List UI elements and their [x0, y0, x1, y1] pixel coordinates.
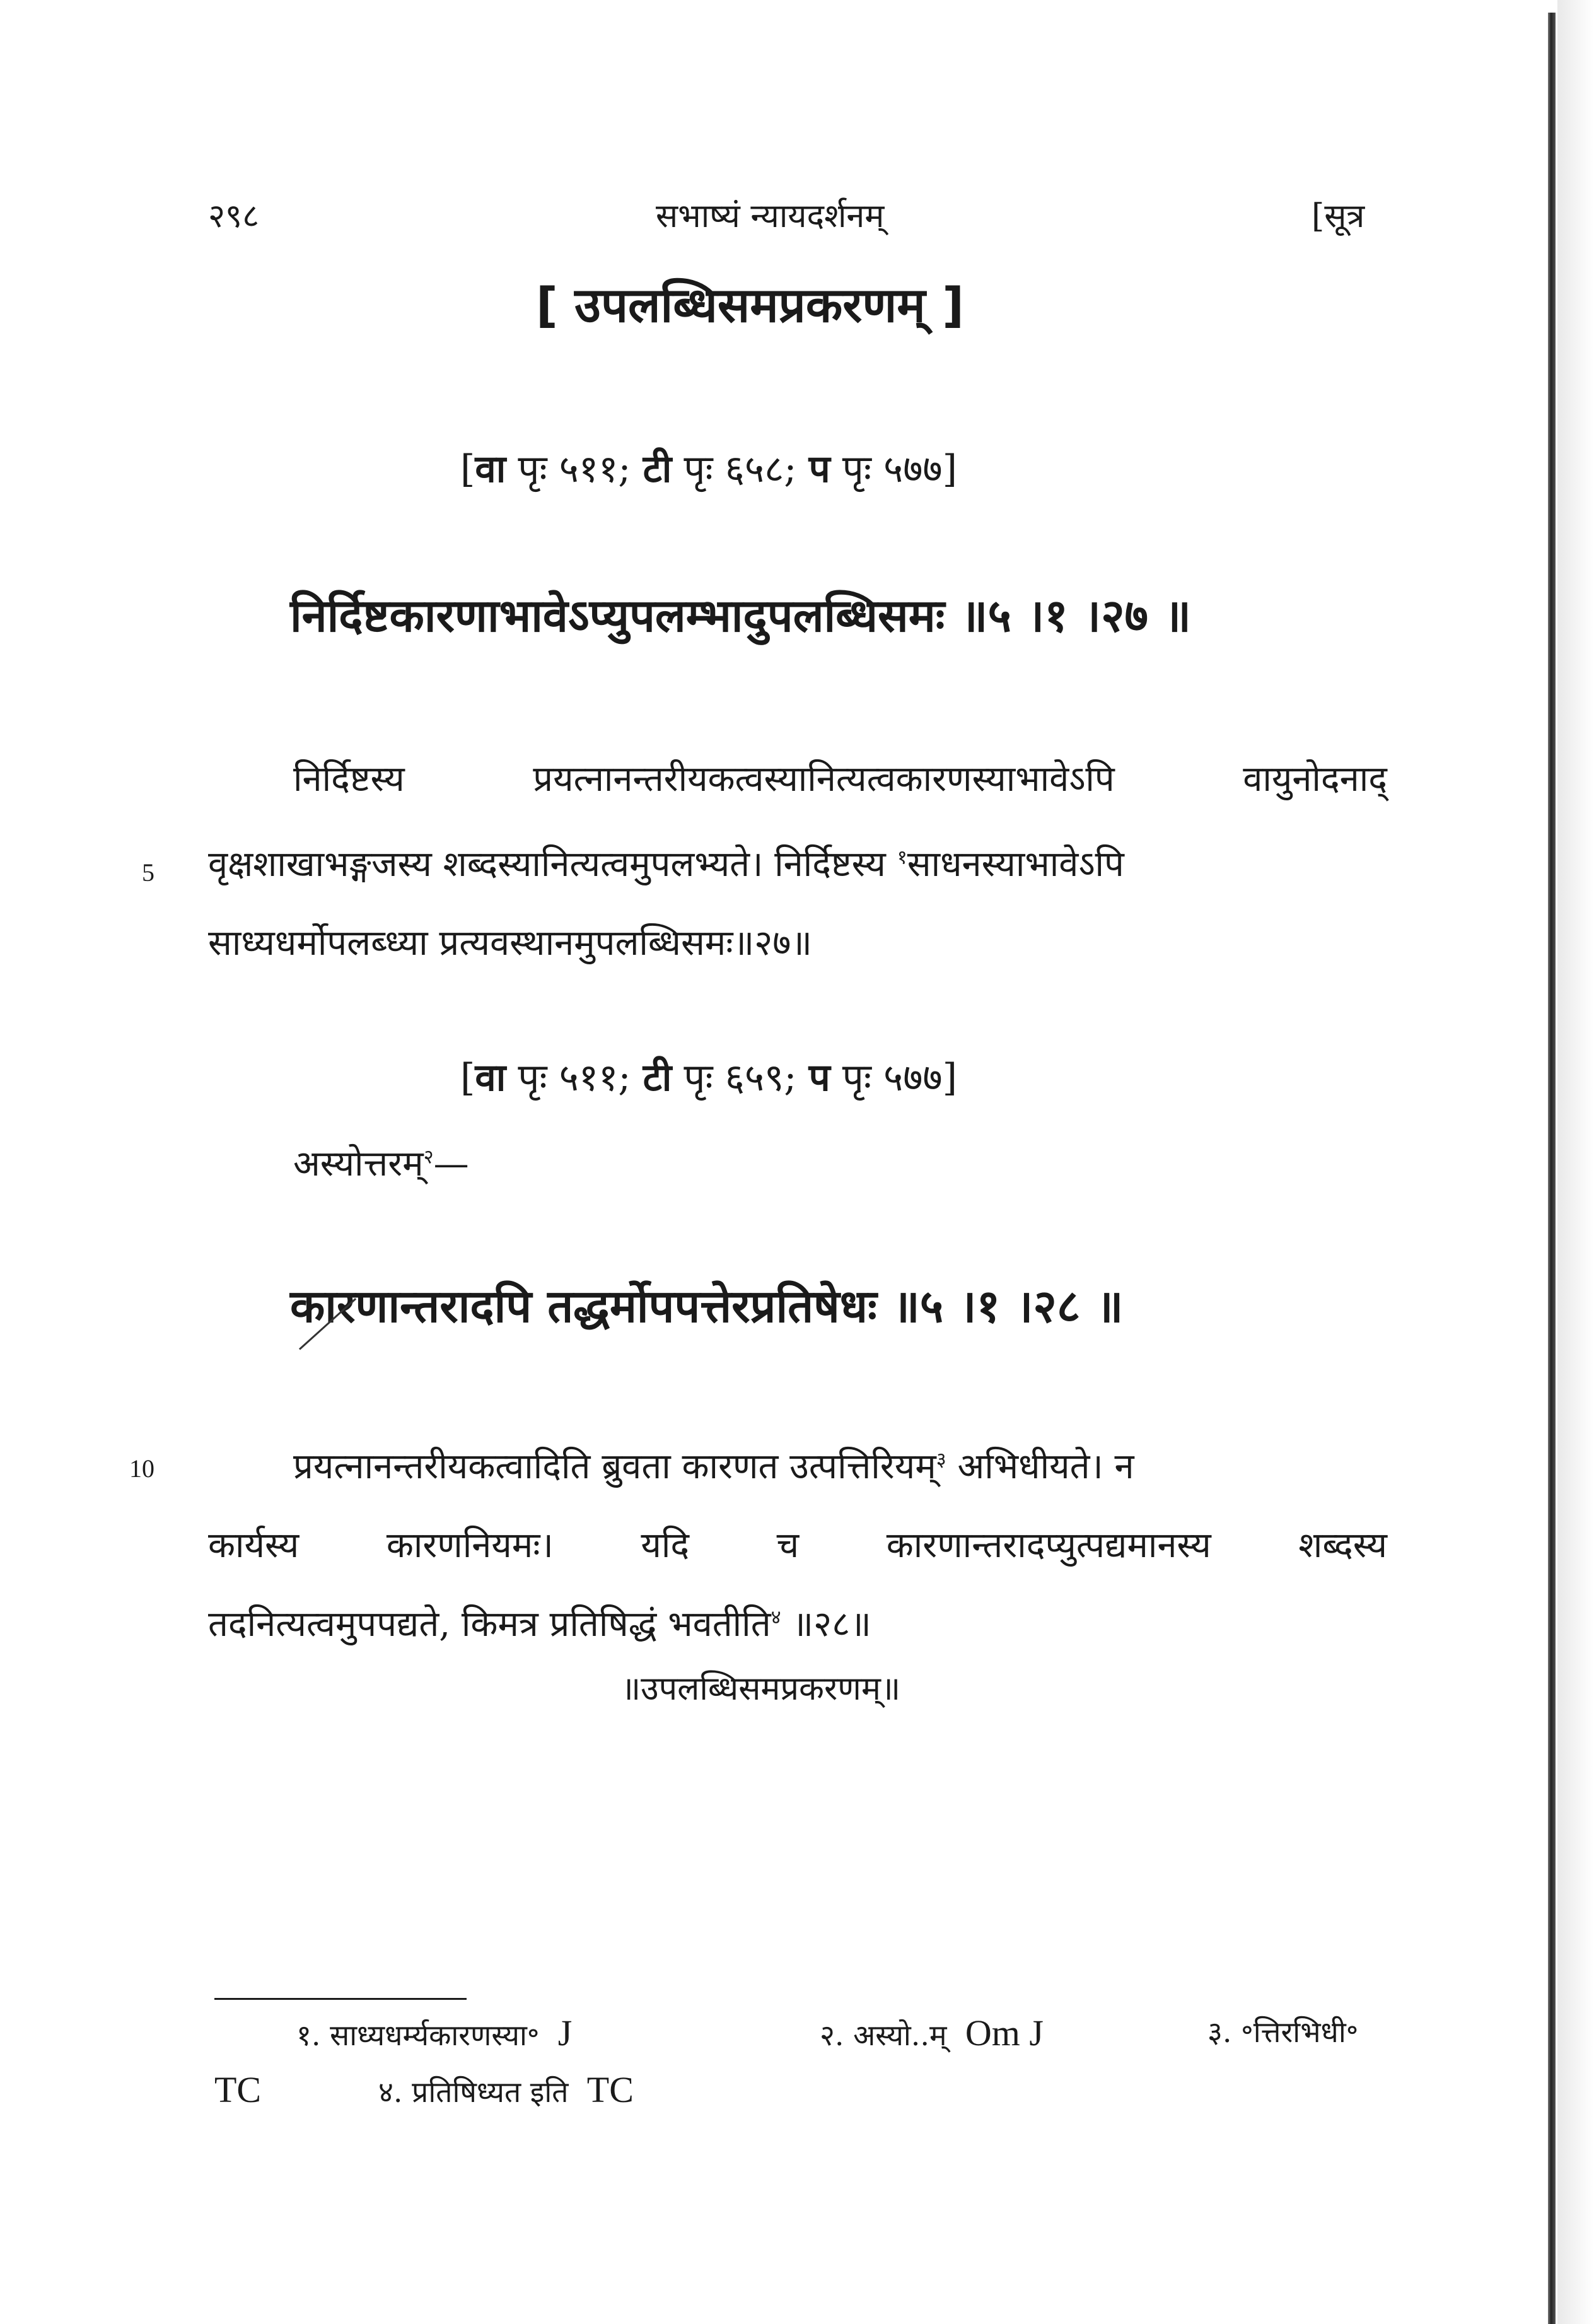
answer-intro-text: अस्योत्तरम्: [293, 1143, 424, 1184]
footnote-2-source: Om J: [965, 2012, 1044, 2053]
ref-ti-value: पृः ६५९;: [672, 1056, 809, 1100]
bhashya-28-line-1: [293, 1441, 1472, 1489]
sutra-28: कारणान्तरादपि तद्धर्मोपपत्तेरप्रतिषेधः ॥५ ।१ ।२८ ॥: [290, 1280, 1124, 1333]
footnote-2-text: २. अस्यो..म्: [820, 2018, 947, 2052]
bhashya-28-line-3a: तदनित्यत्वमुपपद्यते, किमत्र प्रतिषिद्धं भवतीति: [208, 1604, 771, 1645]
bhashya-27-line-2b: साधनस्याभावेऽपि: [907, 844, 1124, 885]
ref-bracket: [: [460, 1056, 475, 1100]
ref-pa: प: [808, 1056, 830, 1100]
footnote-4: [378, 2069, 634, 2111]
footnote-mark-3: ३: [936, 1448, 946, 1471]
ref-ti: टी: [643, 447, 672, 491]
answer-intro-dash: —: [433, 1143, 469, 1184]
ref-ti: टी: [643, 1056, 672, 1100]
footnote-4-source: TC: [586, 2069, 634, 2110]
answer-intro: [293, 1138, 469, 1186]
ref-bracket: [: [460, 447, 475, 491]
bhashya-28-line-1b: अभिधीयते। न: [946, 1446, 1134, 1487]
line-number-10: 10: [129, 1454, 154, 1483]
section-heading: [ उपलब्धिसमप्रकरणम् ]: [536, 277, 964, 333]
ref-ti-value: पृः ६५८;: [672, 447, 809, 491]
reference-line-1: [460, 441, 957, 493]
bhashya-27-line-3: साध्यधर्मोपलब्ध्या प्रत्यवस्थानमुपलब्धिसमः॥२७॥: [208, 923, 812, 964]
bhashya-28-line-3: [208, 1599, 1387, 1647]
bhashya-28-line-2: कार्यस्य कारणनियमः। यदि च कारणान्तरादप्युत्पद्यमानस्य शब्दस्य: [208, 1525, 1387, 1566]
reference-line-2: [460, 1050, 957, 1102]
ref-va: वा: [475, 1056, 506, 1100]
bhashya-27-line-2: [208, 839, 1387, 887]
page-number: २९८: [208, 197, 260, 235]
ref-pa-value: पृः ५७७]: [830, 447, 958, 491]
sutra-27: निर्दिष्टकारणाभावेऽप्युपलम्भादुपलब्धिसमः ॥५ ।१ ।२७ ॥: [290, 589, 1192, 642]
footnote-3: ३. ॰त्तिरभिधी॰: [1207, 2015, 1359, 2049]
ref-va-value: पृः ५११;: [506, 447, 643, 491]
running-title: सभाष्यं न्यायदर्शनम्: [656, 197, 885, 235]
running-head-right: [सूत्र: [1312, 197, 1365, 235]
bhashya-27-line-1: निर्दिष्टस्य प्रयत्नानन्तरीयकत्वस्यानित्यत्वकारणस्याभावेऽपि वायुनोदनाद्: [293, 759, 1387, 800]
footnote-4-text: ४. प्रतिषिध्यत इति: [378, 2075, 569, 2109]
footnote-3-continuation: TC: [214, 2069, 262, 2110]
book-binding-edge: [1548, 13, 1556, 2324]
binding-shadow: [1557, 0, 1594, 2324]
line-number-5: 5: [142, 858, 154, 887]
footnote-1-text: १. साध्यधर्म्यकारणस्या॰: [296, 2018, 540, 2052]
bhashya-28-line-1a: प्रयत्नानन्तरीयकत्वादिति ब्रुवता कारणत उत्पत्तिरियम्: [293, 1446, 936, 1487]
footnote-1-source: J: [557, 2012, 573, 2053]
footnote-mark-2: २: [423, 1145, 434, 1169]
footnote-mark-4: ४: [771, 1606, 781, 1629]
ref-pa: प: [808, 447, 830, 491]
footnote-mark-1: १: [897, 846, 907, 869]
ref-va: वा: [475, 447, 506, 491]
bhashya-28-line-3b: ॥२८॥: [781, 1604, 871, 1645]
ref-pa-value: पृः ५७७]: [830, 1056, 958, 1100]
footnote-rule: [214, 1998, 467, 2000]
footnote-2: [820, 2012, 1044, 2054]
section-colophon: ॥उपलब्धिसमप्रकरणम्॥: [621, 1670, 901, 1708]
bhashya-27-line-2a: वृक्षशाखाभङ्गजस्य शब्दस्यानित्यत्वमुपलभ्यते। निर्दिष्टस्य: [208, 844, 897, 885]
footnote-1: [296, 2012, 572, 2054]
ref-va-value: पृः ५११;: [506, 1056, 643, 1100]
